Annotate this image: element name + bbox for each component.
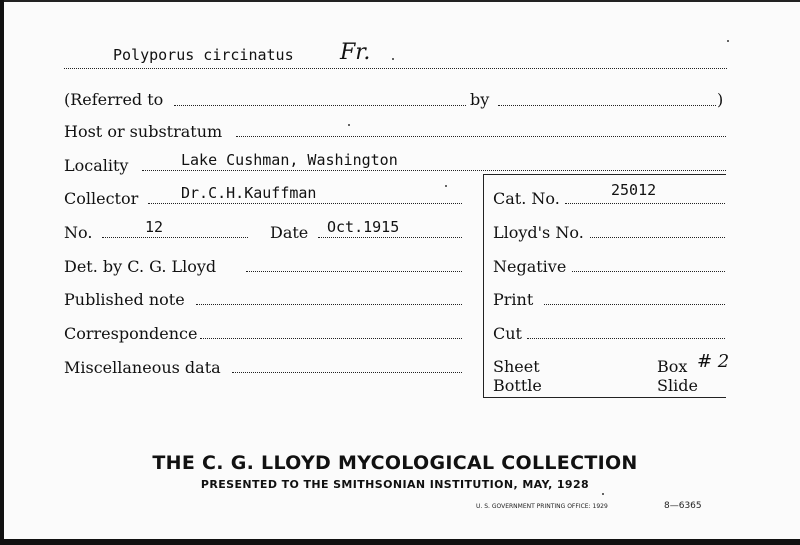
cat-no-label: Cat. No. xyxy=(493,189,560,208)
host-rule xyxy=(236,136,726,137)
scan-speck xyxy=(445,185,447,187)
cut-rule xyxy=(527,338,725,339)
no-label: No. xyxy=(64,223,93,242)
scan-speck xyxy=(348,124,350,126)
by-label: by xyxy=(470,90,490,109)
lloyds-no-rule xyxy=(590,237,725,238)
box-bottom-rule xyxy=(483,397,726,398)
date-label: Date xyxy=(270,223,309,242)
sheet-label: Sheet xyxy=(493,357,540,376)
card-bottom-edge xyxy=(0,539,800,545)
referred-to-rule xyxy=(174,105,466,106)
det-by-label: Det. by C. G. Lloyd xyxy=(64,257,217,276)
cat-no-rule xyxy=(565,203,725,204)
species-rule xyxy=(64,68,727,69)
slide-label: Slide xyxy=(657,376,698,395)
negative-rule xyxy=(572,271,725,272)
card-top-edge xyxy=(0,0,800,2)
scan-speck xyxy=(392,58,394,60)
no-value: 12 xyxy=(145,218,164,236)
negative-label: Negative xyxy=(493,257,567,276)
scan-speck xyxy=(727,40,729,42)
form-number: 8—6365 xyxy=(664,501,702,511)
locality-rule xyxy=(142,170,726,171)
scan-speck xyxy=(602,493,604,495)
bottle-label: Bottle xyxy=(493,376,542,395)
close-paren: ) xyxy=(717,90,724,109)
published-note-rule xyxy=(196,304,462,305)
correspondence-rule xyxy=(200,338,462,339)
referred-to-label: (Referred to xyxy=(64,90,164,109)
host-label: Host or substratum xyxy=(64,122,223,141)
collector-label: Collector xyxy=(64,189,139,208)
correspondence-label: Correspondence xyxy=(64,324,198,343)
date-rule xyxy=(318,237,462,238)
collection-subtitle: PRESENTED TO THE SMITHSONIAN INSTITUTION, MAY, 1928 xyxy=(200,478,590,491)
det-by-rule xyxy=(246,271,462,272)
by-rule xyxy=(498,105,716,106)
cut-label: Cut xyxy=(493,324,522,343)
print-label: Print xyxy=(493,290,534,309)
collection-title: THE C. G. LLOYD MYCOLOGICAL COLLECTION xyxy=(152,452,638,474)
print-rule xyxy=(544,304,725,305)
box-top-rule xyxy=(483,174,726,175)
collector-value: Dr.C.H.Kauffman xyxy=(181,184,317,202)
box-left-rule xyxy=(483,174,484,397)
published-note-label: Published note xyxy=(64,290,185,309)
lloyds-no-label: Lloyd's No. xyxy=(493,223,584,242)
no-rule xyxy=(102,237,248,238)
species-name: Polyporus circinatus xyxy=(113,46,294,64)
cat-no-value: 25012 xyxy=(611,181,657,199)
box-value: # 2 xyxy=(697,351,730,372)
collector-rule xyxy=(148,203,462,204)
printer-imprint: U. S. GOVERNMENT PRINTING OFFICE: 1929 xyxy=(476,503,608,510)
misc-data-rule xyxy=(232,372,462,373)
species-author: Fr. xyxy=(340,40,371,65)
box-label: Box xyxy=(657,357,688,376)
date-value: Oct.1915 xyxy=(327,218,400,236)
misc-data-label: Miscellaneous data xyxy=(64,358,221,377)
locality-value: Lake Cushman, Washington xyxy=(181,151,398,169)
locality-label: Locality xyxy=(64,156,129,175)
